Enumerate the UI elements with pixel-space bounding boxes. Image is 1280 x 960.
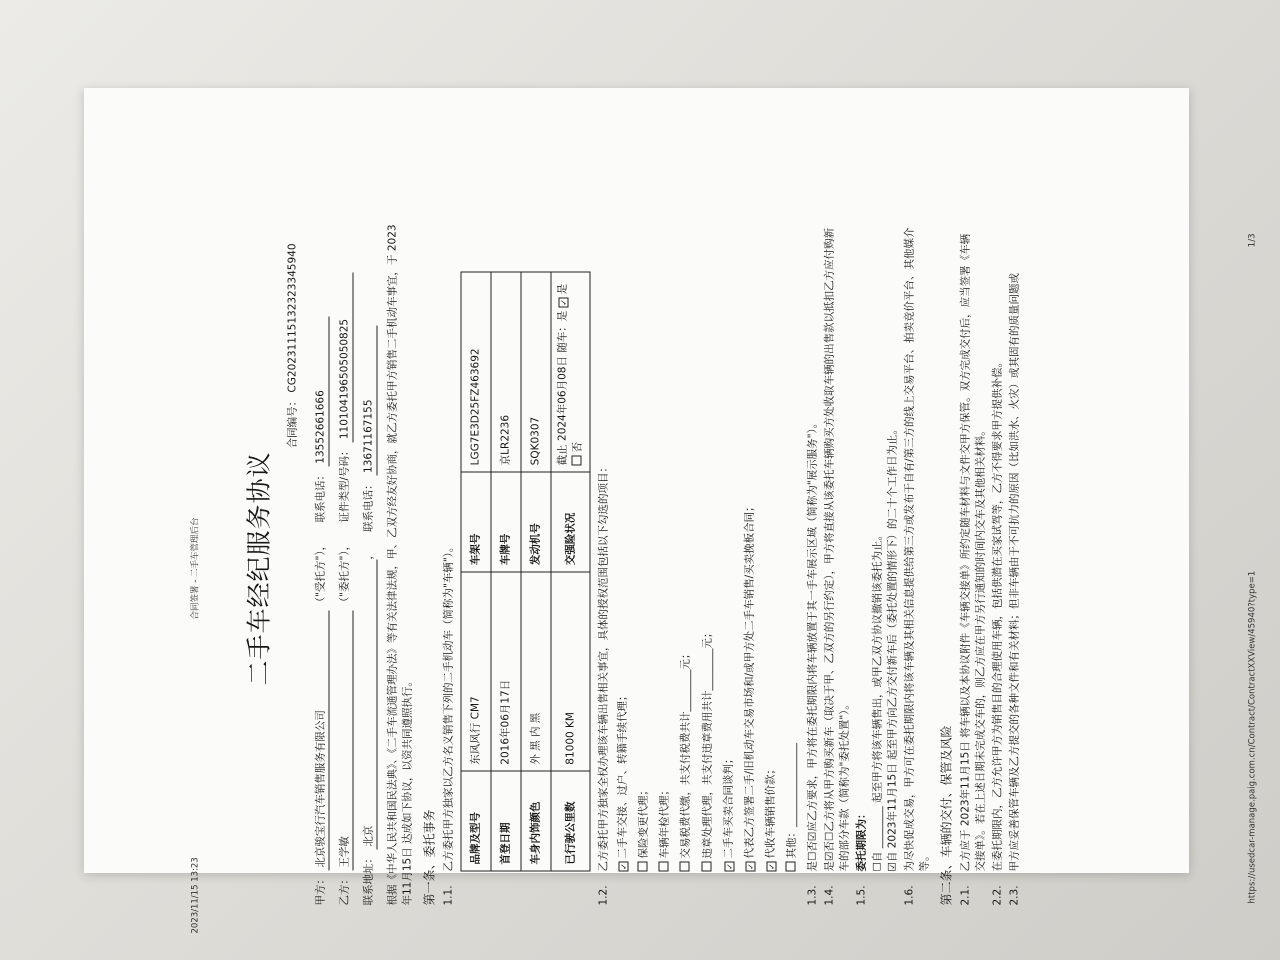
engine-label: 发动机号 [521,472,551,572]
clause-2-2 [991,224,1006,906]
option-checkbox[interactable] [701,862,711,872]
color-label: 车身内饰颜色 [521,771,551,871]
print-footer [1246,234,1258,904]
party-b-addr-label: 联系地址： [362,853,375,906]
party-b-phone-label: 联系电话： [362,479,375,532]
option-label: 代收车辆销售价款； [764,764,777,859]
option-checkbox[interactable]: ✓ [619,863,629,870]
contract-paper [84,88,1258,934]
contract-number-value: CG20231115132323345940 [286,243,299,393]
clause-text: 是☑否☐乙方将从甲方购买新车（取决于甲、乙双方的另行约定），甲方将直接从该委托车辆购买方处收取车辆的出售款以抵扣乙方应付购新车的部分车款（简称为"委托处置"）。 [823,227,851,872]
authorization-options [612,224,803,906]
km-value: 81000 KM [551,572,590,772]
option-checkbox[interactable]: ✓ [746,863,756,870]
insurance-no-checkbox[interactable] [572,455,582,465]
option-checkbox[interactable] [659,862,669,872]
party-a-phone-label: 联系电话： [314,470,327,523]
clause-1-1 [441,224,456,906]
period-option-2[interactable]: ☑自 2023年11月15日 起至甲方向乙方交付新车后（委托处置的情形下）的二十个工作日为止。 [886,423,899,872]
km-label: 已行驶公里数 [551,771,590,871]
clause-2-1 [958,224,988,906]
party-b-role: （"委托方"） [338,550,351,608]
brand-value: 东风风行 CM7 [461,572,491,772]
vin-value: LGG7E3D25FZ463692 [461,272,491,472]
contract-body [310,224,1024,906]
authorization-option [740,224,761,872]
clause-text: 在委托期限内，乙方允许甲方为销售目的合理使用车辆，包括供潜在买家试驾等，乙方不得要求甲方提供补偿。 [991,357,1004,872]
clause-text: 是☐否☑应乙方要求，甲方将在委托期限内将车辆放置于其一手车展示区域（简称为"展示服务"）。 [806,417,819,872]
option-label: 代表乙方签署二手/旧机动车交易市场和/或甲方处二手车销售/买卖挽板合同； [743,501,756,859]
authorization-option [612,224,633,872]
insurance-yes-checkbox[interactable]: ✓ [559,299,569,306]
clause-number: 1.2. [597,885,610,906]
option-label: 车辆年检代理； [658,785,671,859]
authorization-option [761,224,782,872]
authorization-option [782,224,803,872]
table-row [521,272,551,871]
clause-1-4 [822,224,852,906]
option-label: 二手车买卖合同谈判； [722,753,735,859]
party-b-line: 乙方： 王学敏 （"委托方"）， 证件类型/号码： 110104196505050825 [334,224,358,906]
clause-text: 乙方应于 2023年11月15日 将车辆以及本协议附件《车辆交接单》所约定随车材料与文件交甲方保管。双方完成交付后，应当签署《车辆交接单》。若在上述日期未完成交车的，则乙方应在甲方另行通知的时间内交车及其他相关材料。 [959,233,987,872]
clause-1-2 [597,224,612,906]
plate-value: 京LR2236 [491,272,521,472]
footer-url[interactable]: https://usedcar-manage.paig.com.cn/Contract/ContractXXView/45940?type=1 [1247,570,1258,904]
clause-number: 1.1. [442,885,455,906]
option-checkbox[interactable] [786,862,796,872]
party-a-role: （"受托方"） [314,550,327,608]
insurance-yes-label: 是 [556,283,569,295]
option-label: 其他：________________ [785,743,798,859]
authorization-option [697,224,718,872]
clause-1-3 [805,224,820,906]
clause-2-3 [1008,224,1023,906]
clause-1-5 [855,224,901,906]
insurance-label: 交强险状况 [551,472,590,572]
party-b-phone: 13671167155 [362,326,378,476]
clause-number: 2.1. [959,885,972,906]
preamble: 根据《中华人民共和国民法典》、《二手车流通管理办法》等有关法律法规，甲、乙双方经友好协商，就乙方委托甲方销售二手机动车事宜，于 2023年11月15日 达成如下协议，以资共同遵照执行。 [386,224,414,906]
contract-number-label: 合同编号： [286,395,299,449]
option-checkbox[interactable]: ✓ [767,863,777,870]
clause-number: 1.5. [855,885,868,906]
authorization-option [718,224,739,872]
page-number: 1/3 [1247,233,1258,248]
party-b-id: 110104196505050825 [338,272,354,442]
clause-text: 为尽快促成交易，甲方可在委托期限内将该车辆及其相关信息提供给第三方或发布于自有/第三方的线上交易平台、拍卖竞价平台、其他媒介等。 [903,227,931,872]
clause-number: 1.6. [903,885,916,906]
authorization-option [633,224,654,872]
party-b-label: 乙方： [338,874,351,906]
option-label: 交易税费代缴，共支付税费共计________元； [679,648,692,859]
option-checkbox[interactable] [680,862,690,872]
print-timestamp: 2023/11/15 13:23 [190,857,201,934]
clause-number: 2.2. [991,885,1004,906]
option-label: 违章处理代理，共支付违章费用共计________元； [701,627,714,859]
clause-number: 2.3. [1008,885,1021,906]
document-title: 二手车经纪服务协议 [244,451,274,686]
clause-text [855,224,901,872]
party-a-phone: 13552661666 [314,317,330,467]
option-checkbox[interactable]: ✓ [725,863,735,870]
clause-text: 乙方委托甲方独家以乙方名义销售下列的二手机动车（简称为"车辆"）。 [442,541,455,872]
table-row [461,272,491,871]
option-checkbox[interactable] [637,862,647,872]
reg-value: 2016年06月17日 [491,572,521,772]
vehicle-table [461,272,591,872]
contract-number [286,244,301,449]
insurance-text: 截止 2024年06月08日 随车：是 [556,310,569,466]
clause-text: 乙方委托甲方独家全权办理该车辆出售相关事宜，具体的授权范围包括以下勾选的项目： [597,462,610,872]
insurance-value [551,272,590,472]
reg-label: 首登日期 [491,771,521,871]
period-label: 委托期限为： [855,808,868,872]
clause-number: 1.4. [823,885,836,906]
insurance-no-label: 否 [571,441,584,453]
party-a-line: 甲方： 北京骏宝行汽车销售服务有限公司 （"受托方"）， 联系电话： 13552661666 [310,224,334,906]
period-option-1[interactable]: ☐自 ________ 起至甲方将该车辆售出，或甲乙双方协议撤销该委托为止。 [871,529,884,872]
clause-text: 甲方应妥善保管车辆及乙方提交的各种文件和有关材料；但非车辆由于不可抗力的原因（比如洪水、火灾）或其固有的质量问题或 [1008,273,1021,872]
party-b-id-label: 证件类型/号码： [338,445,351,523]
option-label: 二手车交接、过户、转籍手续代理； [616,690,629,859]
section-2-title: 第二条、车辆的交付、保管及风险 [939,725,954,906]
print-source: 合同签署 - 二手车管理后台 [190,517,201,620]
option-label: 保险变更代理； [637,785,650,859]
vin-label: 车架号 [461,472,491,572]
contract-page [182,184,1267,954]
color-value: 外 黑 内 黑 [521,572,551,772]
party-b-name: 王学敏 [338,611,354,871]
authorization-option [655,224,676,872]
clause-1-6 [902,224,932,906]
authorization-option [676,224,697,872]
table-row [551,272,590,871]
party-a-label: 甲方： [314,874,327,906]
table-row [491,272,521,871]
engine-value: SQK0307 [521,272,551,472]
section-1-title: 第一条、委托事务 [422,809,437,906]
party-a-name: 北京骏宝行汽车销售服务有限公司 [314,611,330,871]
plate-label: 车牌号 [491,472,521,572]
brand-label: 品牌及型号 [461,771,491,871]
clause-number: 1.3. [806,885,819,906]
party-b-addr: 北京 [362,560,378,850]
party-b-contact-line: 联系地址： 北京， 联系电话： 13671167155 [358,224,382,906]
